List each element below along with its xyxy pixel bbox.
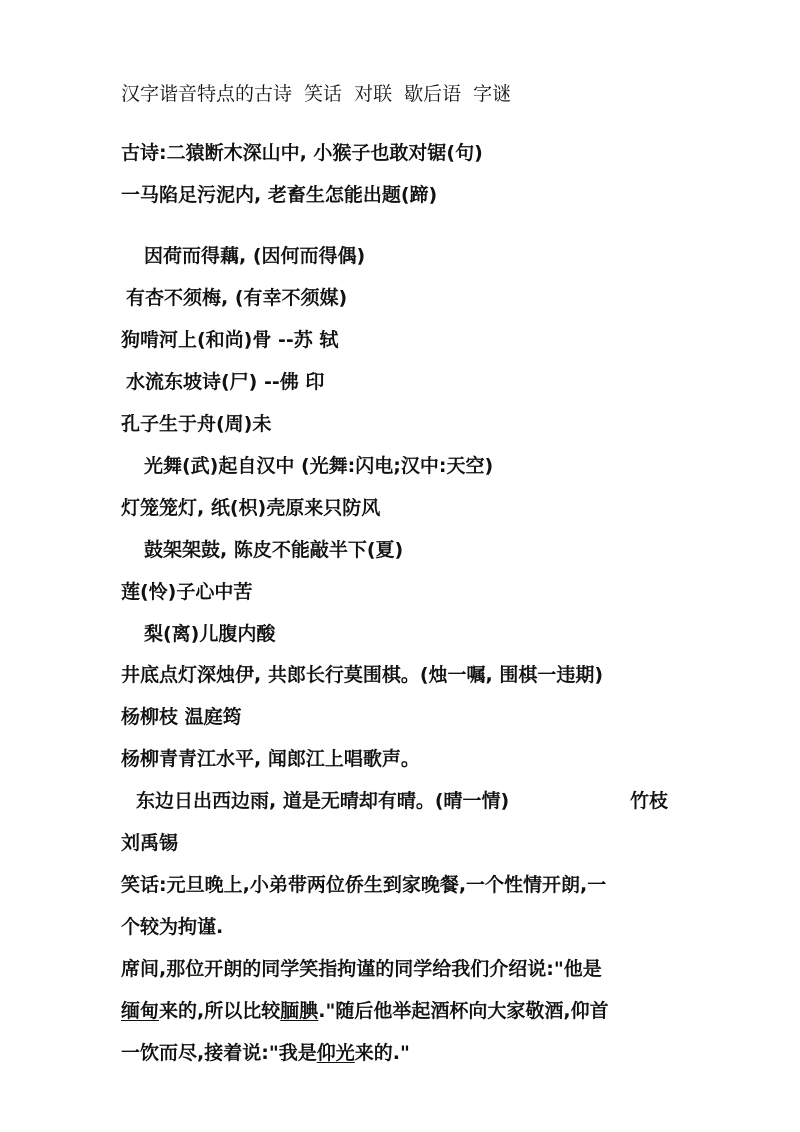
text-line-15: 杨柳青青江水平, 闻郎江上唱歌声。 — [121, 748, 420, 770]
text-line-4: 有杏不须梅, (有幸不须媒) — [126, 287, 348, 309]
text-fragment: 来的." — [354, 1042, 410, 1064]
text-line-13: 井底点灯深烛伊, 共郎长行莫围棋。(烛一嘱, 围棋一违期) — [121, 664, 604, 686]
text-line-7: 孔子生于舟(周)未 — [121, 413, 272, 435]
text-line-2: 一马陷足污泥内, 老畜生怎能出题(蹄) — [121, 184, 438, 206]
text-line-8: 光舞(武)起自汉中 (光舞:闪电;汉中:天空) — [144, 455, 494, 477]
text-line-20: 席间,那位开朗的同学笑指拘谨的同学给我们介绍说:"他是 — [121, 958, 602, 980]
text-line-18: 笑话:元旦晚上,小弟带两位侨生到家晚餐,一个性情开朗,一 — [121, 874, 607, 896]
text-note-right: 竹枝 — [630, 790, 669, 812]
text-line-12: 梨(离)儿腹内酸 — [144, 623, 276, 645]
text-line-16: 东边日出西边雨, 道是无晴却有晴。(晴一情) — [136, 790, 510, 812]
text-line-14: 杨柳枝 温庭筠 — [121, 706, 242, 728]
text-line-3: 因荷而得藕, (因何而得偶) — [144, 245, 366, 267]
underlined-word: 缅甸 — [121, 1000, 160, 1022]
text-line-1: 古诗:二猿断木深山中, 小猴子也敢对锯(句) — [121, 142, 483, 164]
text-fragment: ."随后他举起酒杯向大家敬酒,仰首 — [318, 1000, 609, 1022]
text-line-10: 鼓架架鼓, 陈皮不能敲半下(夏) — [144, 539, 404, 561]
text-line-22 — [121, 1041, 410, 1065]
text-line-19: 个较为拘谨. — [121, 916, 224, 938]
document-title: 汉字谐音特点的古诗 笑话 对联 歇后语 字谜 — [121, 83, 512, 105]
underlined-word: 仰光 — [316, 1042, 355, 1064]
text-line-21 — [121, 999, 609, 1023]
text-line-11: 莲(怜)子心中苦 — [121, 581, 253, 603]
text-fragment: 来的,所以比较 — [159, 1000, 281, 1022]
text-line-6: 水流东坡诗(尸) --佛 印 — [126, 371, 325, 393]
text-line-5: 狗啃河上(和尚)骨 --苏 轼 — [121, 329, 339, 351]
text-line-17: 刘禹锡 — [121, 832, 179, 854]
text-fragment: 一饮而尽,接着说:"我是 — [121, 1042, 317, 1064]
text-line-9: 灯笼笼灯, 纸(枳)壳原来只防风 — [121, 497, 381, 519]
underlined-word: 腼腆 — [280, 1000, 319, 1022]
